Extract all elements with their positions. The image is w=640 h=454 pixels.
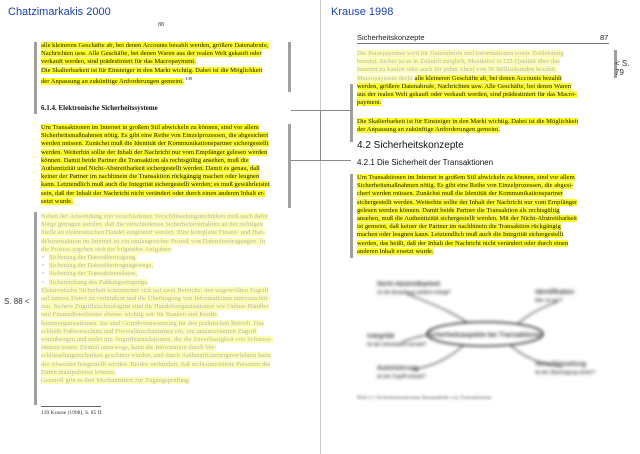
bullet-item: Sicherung der Datenübertragung, xyxy=(49,254,137,262)
left-block1-line: der Anpassung an zukünftige Anforderungen gemeint. xyxy=(41,78,184,85)
left-margin-bar xyxy=(34,212,37,405)
left-block3-line: Generell gibt es drei Mechanismen zur Zugangsprüfung: xyxy=(41,377,191,385)
footnote-rule xyxy=(41,406,101,407)
diagram-label: Autorisierung xyxy=(377,365,419,372)
diagram-center-label: Sicherheitsaspekte bei Transaktionen xyxy=(426,332,544,339)
right-block3-line: Um Transaktionen im Internet in großem Stil abwickeln zu können, sind vor allem xyxy=(357,174,575,181)
right-block3-line: ansehen, muß die Authentizität sichergestellt werden. Mit der Nicht-Abstreitbarkeit xyxy=(357,215,577,223)
left-block3-line: delstransaktion im Internet ist ein umfangreicher Prozeß von Datenübertragungen. In xyxy=(41,237,266,245)
left-right-bar xyxy=(288,42,291,92)
left-block3-line: schließt Paßwortschutz und Firewallmechanismen ein, um unautorisierten Zugriff xyxy=(41,327,257,335)
left-block3-line: auf interne Daten zu verhindern und die Übertragung von Informationen unterzuschüt- xyxy=(41,295,270,303)
right-left-bar xyxy=(350,84,353,142)
left-page-ref-label: S. 88 < xyxy=(4,297,30,306)
left-block3-line: zen. Sichere Zugriffstechnologien sind für Handelsorganisationen wie Online-Händler xyxy=(41,303,269,311)
left-block3-line: vorzubeugen und endet mit Angriffssimulationen, die die Zuverlässigkeit von Schutzsy- xyxy=(41,336,274,344)
left-block2-line: Sicherheitsmaßnahmen nötig. Es gibt eine Reihe von Einzelprozessen, die abgesichert xyxy=(41,132,269,140)
right-block1-faded-line: benutzt. Sicher ist es in Zukunft möglich, Musiktitel in CD-Qualität über das xyxy=(357,58,560,66)
match-connector xyxy=(320,110,321,160)
diagram-sublabel: Ist der Zugriff erlaubt? xyxy=(377,374,426,380)
left-block3-line: Daten manipulieren können. xyxy=(41,368,116,376)
left-block1-line: Die Skalierbarkeit ist für Einsteiger in den Markt wichtig. Dabei ist die Möglichkeit xyxy=(41,66,263,74)
left-block-3 xyxy=(41,213,281,385)
right-page-number: 87 xyxy=(600,33,609,42)
left-block2-line: Authentizität und Nicht-Abstreitbarkeit sichergestellt werden. Damit es genau, daß xyxy=(41,165,260,173)
left-block3-line: die Prozess ergeben sich die folgenden Aufgaben: xyxy=(41,245,173,253)
left-block-2 xyxy=(41,124,281,206)
diagram-sublabel: Wer ist wer? xyxy=(535,298,563,304)
right-block-1 xyxy=(357,50,609,107)
header-rule xyxy=(357,43,609,44)
left-block3-line: Stelle an elektronischen Handel eingesetzt werden. Eine komplette Finanz- und Han- xyxy=(41,229,266,237)
footnote-marker: 139 xyxy=(185,75,193,81)
diagram-label: Integrität xyxy=(367,333,395,340)
right-panel-title: Krause 1998 xyxy=(331,6,394,18)
right-left-bar xyxy=(350,174,353,258)
right-block1-line: alle kleineren Geschäfte ab, bei denen Accounts bezahlt xyxy=(414,74,562,82)
left-block1-line: Nachrichten usw. Alle Geschäfte, bei denen Waren aus der realen Welt gekauft oder xyxy=(41,50,262,58)
diagram-sublabel: Ist die Bestellung wirklich erfolgt? xyxy=(377,290,451,296)
left-panel-title: Chatzimarkakis 2000 xyxy=(8,6,111,18)
right-block1-line: aus der realen Welt gekauft oder verkauft werden, sind prädestiniert für das Macro- xyxy=(357,91,577,99)
right-block3-line: gelesen werden können. Damit beide Partner die Transaktion als rechtsgültig xyxy=(357,206,560,214)
diagram-label: Nicht-Abstreitbarkeit xyxy=(377,281,441,288)
left-block1-line: verkauft werden, sind prädestiniert für das Macropayment. xyxy=(41,58,196,66)
right-block1-faded-line: Internet zu kaufen oder auch für jeden Abruf von 50 Millisekunden bezahlt. xyxy=(357,66,557,74)
left-right-bar xyxy=(288,124,291,208)
left-block3-line: schlüsselungstechniken geschützt werden, und durch Authentifizierungsverfahren kann xyxy=(41,352,271,360)
right-block1-line: werden, größere Datenabrufe, Nachrichten usw. Alle Geschäfte, bei denen Waren xyxy=(357,82,572,90)
bullet-item: Sicherung der Transaktionsdaten, xyxy=(49,270,138,278)
right-block3-line: chert werden müssen. Zunächst muß die Identität der Kommunikationspartner xyxy=(357,190,563,198)
right-block3-line: anderen Inhalt ersetzt wurde. xyxy=(357,247,434,255)
right-block-3 xyxy=(357,174,609,256)
right-page-ref-label: < S. 79 xyxy=(615,59,630,77)
right-block-2 xyxy=(357,118,609,134)
left-block2-line: werden müssen. Zunächst muß die Identität der Kommunikationspartner sichergestellt xyxy=(41,140,269,148)
right-block3-line: machen oder leugnen kann. Letztendlich muß auch die Integrität sichergestellt xyxy=(357,231,564,239)
right-block3-line: ist gemeint, daß keiner der Partner im nachhinein die Transaktion rückgängig xyxy=(357,223,561,231)
bullet-item: Sicherung der Datenübertragungswege, xyxy=(49,262,154,270)
right-block1-prefix: Macropayment deckt xyxy=(357,74,413,82)
diagram-sublabel: Ist die Übertragung sicher? xyxy=(535,370,596,376)
left-block3-line: der Absender festgestellt werden. Beides verhindert, daß nichtautorisierte Personen die xyxy=(41,360,271,368)
left-block3-line: Neben der Anwendung von verschiedenen Verschlüsselungstechniken muß auch dafür xyxy=(41,213,269,220)
left-page-number: 88 xyxy=(158,22,164,28)
left-block2-line: werden. Weiterhin sollte der Inhalt der Nachricht nur vom Empfänger gelesen werden xyxy=(41,148,268,156)
left-block1-line: alle kleineren Geschäfte ab, bei denen Accounts bezahlt werden, größere Datenabrufe, xyxy=(41,42,269,49)
left-footnote: 139 Krause (1998), S. 85 ff. xyxy=(41,410,103,416)
right-section-42: 4.2 Sicherheitskonzepte xyxy=(357,140,464,151)
right-block1-line: payment. xyxy=(357,99,382,107)
diagram-label: Verschlüsselung xyxy=(535,361,586,368)
right-block2-line: der Anpassung an zukünftige Anforderungen gemeint. xyxy=(357,126,500,134)
left-block2-line: kann. Letztendlich muß auch die Integrität sichergestellt werden; es muß gewährleistet xyxy=(41,181,270,189)
bullet-item: Sicherstellung des Zahlungseingangs. xyxy=(49,278,149,286)
left-block2-line: sein, daß der Inhalt der Nachricht nicht verändert oder durch einen anderen Inhalt er- xyxy=(41,189,265,197)
right-block2-line: Die Skalierbarkeit ist für Einsteiger in den Markt wichtig. Dabei ist die Möglichkeit xyxy=(357,118,579,125)
right-block3-line: werden, das heißt, daß der Inhalt der Nachricht nicht verändert oder durch einen xyxy=(357,239,569,247)
left-block-1 xyxy=(41,42,281,86)
left-block3-line: Elektronische Sicherheit konzentriert sich auf zwei Bereiche: den ungewollten Zugriff xyxy=(41,286,269,294)
security-diagram xyxy=(357,272,609,390)
match-connector xyxy=(291,110,351,111)
right-section-421: 4.2.1 Die Sicherheit der Transaktionen xyxy=(357,158,494,167)
right-block1-faded-line: Die Paraspayment wird für Datenabrufe und Informationen sowie Zeitleistung xyxy=(357,50,564,57)
left-block3-line: stemen testen. Einmal unterwegs, kann die Information durch Ver- xyxy=(41,344,217,352)
left-block2-line: keiner der Partner im nachhinein die Transaktion rückgängig machen oder leugnen xyxy=(41,173,260,181)
right-running-header: Sicherheitskonzepte xyxy=(357,33,425,42)
left-block3-line: und Finanzdienstleister ebenso wichtig wie für Banken und Kredit- xyxy=(41,311,219,319)
left-margin-bar xyxy=(34,42,37,114)
figure-caption: Bild 4.1 Sicherheitsrelevante Bestandteile von Transaktionen xyxy=(357,395,492,401)
left-block3-line: Sorge getragen werden, daß die verschiedenen Sicherheitsverfahren an der richtigen xyxy=(41,221,263,229)
diagram-label: Identifikation xyxy=(535,289,575,296)
diagram-sublabel: Ist die Information korrekt? xyxy=(367,342,427,348)
match-connector xyxy=(291,160,351,161)
left-block3-line: kartenorganisationen. Sie sind Grundvoraussetzung für den praktischen Betrieb. Das xyxy=(41,319,264,327)
left-block2-line: setzt wurde. xyxy=(41,197,73,205)
left-block2-line: Um Transaktionen im Internet in großem Stil abwickeln zu können, sind vor allem xyxy=(41,124,259,131)
left-bullet-list xyxy=(41,254,281,287)
right-block3-line: Sicherheitsmaßnahmen nötig. Es gibt eine Reihe von Einzelprozessen, die abgesi- xyxy=(357,182,574,190)
right-block3-line: sichergestellt werden. Weiterhin sollte der Inhalt der Nachricht nur vom Empfänger xyxy=(357,198,578,206)
left-section-heading: 6.1.4. Elektronische Sicherheitssysteme xyxy=(41,104,158,112)
left-block2-line: können. Damit beide Partner die Transaktion als rechtsgültig ansehen, muß die xyxy=(41,156,249,164)
